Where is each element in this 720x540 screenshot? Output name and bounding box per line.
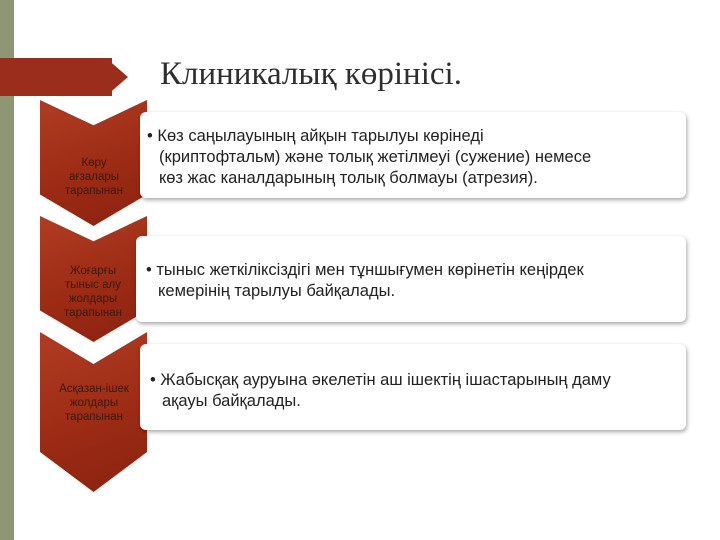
slide-title: Клиникалық көрінісі. (160, 56, 462, 92)
bullet-text-visual (147, 126, 591, 189)
bullet-line: Жабысқақ ауруына әкелетін аш ішектің ішастарының даму (160, 371, 611, 389)
bullet-line: тыныс жеткіліксіздігі мен тұншығумен көрінетін кеңірдек (156, 261, 584, 279)
category-line: ағзалары (68, 171, 120, 183)
category-line: жолдары (68, 293, 118, 305)
category-line: жолдары (69, 397, 119, 409)
category-line: Көру (81, 157, 107, 169)
category-line: Жоғарғы (69, 265, 117, 277)
bullet-line: Көз саңылауының айқын тарылуы көрінеді (157, 127, 484, 145)
title-banner-arrow (90, 58, 128, 96)
category-line: тарапынан (65, 185, 123, 197)
bullet-line: ақауы байқалады. (162, 392, 301, 410)
bullet-line: (криптофтальм) және толық жетілмеуі (сужение) немесе (159, 148, 592, 166)
bullet-line: кемерінің тарылуы байқалады. (158, 282, 396, 300)
bullet-marker: • (147, 127, 153, 145)
category-label-respiratory (43, 264, 143, 320)
category-line: тыныс алу (65, 279, 121, 291)
category-line: тарапынан (65, 411, 123, 423)
bullet-text-gastrointestinal (150, 370, 611, 412)
bullet-text-respiratory (146, 260, 584, 302)
category-label-gastrointestinal (38, 382, 150, 424)
bullet-marker: • (146, 261, 152, 279)
category-label-visual (44, 156, 144, 198)
bullet-marker: • (150, 371, 156, 389)
bullet-line: көз жас каналдарының толық болмауы (атрезия). (159, 169, 538, 187)
category-line: Асқазан-ішек (59, 383, 129, 395)
category-line: тарапынан (64, 307, 122, 319)
